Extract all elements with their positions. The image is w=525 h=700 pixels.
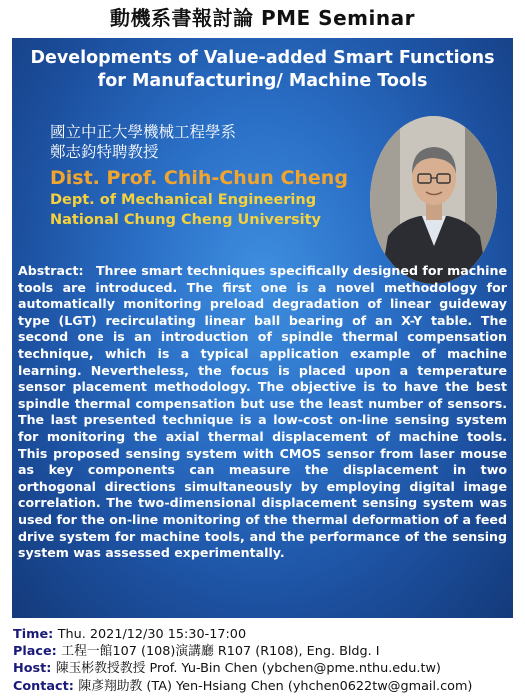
seminar-details <box>13 626 518 695</box>
talk-title-line2: for Manufacturing/ Machine Tools <box>97 71 428 91</box>
seminar-panel <box>12 38 513 618</box>
speaker-department: Dept. of Mechanical Engineering <box>50 192 317 208</box>
speaker-name: Dist. Prof. Chih-Chun Cheng <box>50 167 348 189</box>
time-row <box>13 626 518 643</box>
seminar-header: 動機系書報討論 PME Seminar <box>110 6 415 30</box>
speaker-affiliation-zh: 國立中正大學機械工程學系 <box>50 123 237 141</box>
time-label: Time: <box>13 627 54 642</box>
host-value: 陳玉彬教授教授 Prof. Yu-Bin Chen (ybchen@pme.nthu.edu.tw) <box>55 661 441 677</box>
speaker-university: National Chung Cheng University <box>50 212 321 228</box>
speaker-portrait-icon <box>370 116 497 284</box>
contact-label: Contact: <box>13 678 74 694</box>
abstract-text: Three smart techniques specifically designed for machine tools are introduced. The first one is a novel methodology for automatically monitoring preload degradation of linear guideway type (LGT) recirculating linear ball bearing of an X-Y table. The second one is an introduction of spindle thermal compensation technique, which is a typical application example of machine learning. Nevertheless, the focus is placed upon a temperature sensor placement methodology. The objective is to have the best spindle thermal compensation but use the least number of sensors. The last presented technique is a low-cost on-line sensing system for monitoring the axial thermal displacement of machine tools. This proposed sensing system with CMOS sensor from laser mouse as key components can measure the displacement in two orthogonal directions simultaneously by employing digital image correlation. The two-dimensional displacement sensing system was used for the on-line monitoring of the thermal deformation of a feed drive system for machine tools, and the performance of the sensing system was assessed experimentally. <box>18 263 507 561</box>
time-value: Thu. 2021/12/30 15:30-17:00 <box>57 627 247 642</box>
place-row <box>13 643 518 660</box>
talk-title <box>12 47 513 93</box>
host-row <box>13 660 518 677</box>
speaker-title-zh: 鄭志鈞特聘教授 <box>50 143 159 161</box>
talk-title-line1: Developments of Value-added Smart Functions <box>30 48 495 68</box>
host-label: Host: <box>13 661 52 677</box>
place-label: Place: <box>13 644 57 660</box>
abstract-label: Abstract: <box>18 263 84 278</box>
speaker-info <box>50 122 370 230</box>
place-value: 工程一館107 (108)演講廳 R107 (R108), Eng. Bldg. I <box>61 644 380 660</box>
contact-row <box>13 678 518 695</box>
portrait-drawing <box>370 116 497 284</box>
contact-value: 陳彥翔助教 (TA) Yen-Hsiang Chen (yhchen0622tw@gmail.com) <box>78 678 473 694</box>
abstract <box>18 263 507 562</box>
